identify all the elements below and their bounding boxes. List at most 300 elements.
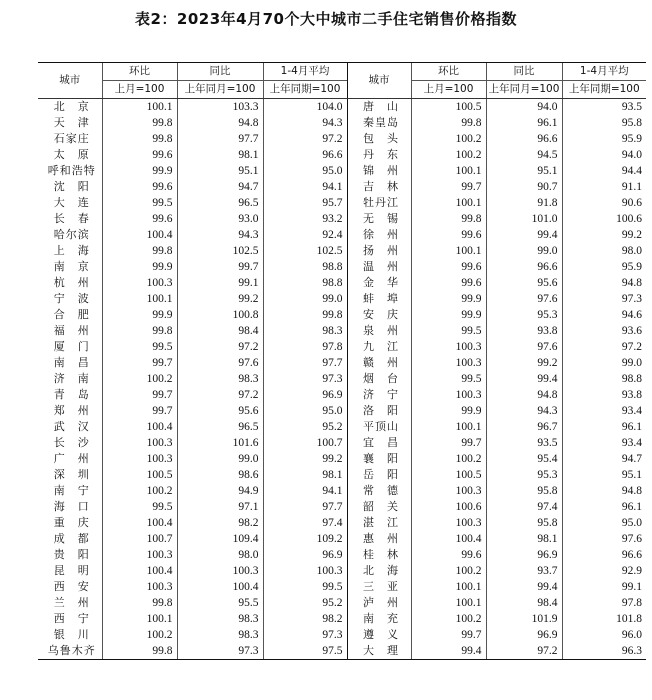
left-city-cell: 长 春 <box>53 212 90 225</box>
left-mom-cell: 99.6 <box>102 211 177 227</box>
left-yoy-cell: 98.2 <box>177 515 263 531</box>
left-mom-cell: 100.2 <box>102 483 177 499</box>
left-yoy-cell: 96.5 <box>177 419 263 435</box>
left-mom-cell: 100.3 <box>102 547 177 563</box>
left-ytd-cell: 96.9 <box>263 547 347 563</box>
right-mom-cell: 99.9 <box>411 291 486 307</box>
header-city-left: 城市 <box>38 63 102 99</box>
right-city-cell: 常 德 <box>347 483 411 499</box>
right-city-cell: 安 庆 <box>347 307 411 323</box>
right-city-cell: 金 华 <box>347 275 411 291</box>
left-yoy-cell: 94.9 <box>177 483 263 499</box>
right-yoy-cell: 96.9 <box>486 627 562 643</box>
right-yoy-cell: 99.4 <box>486 371 562 387</box>
left-mom-cell: 100.4 <box>102 563 177 579</box>
table-row <box>38 627 646 643</box>
right-city-cell: 烟 台 <box>347 371 411 387</box>
right-city-cell: 宜 昌 <box>347 435 411 451</box>
left-city-cell: 太 原 <box>53 148 90 161</box>
right-city-cell: 北 海 <box>347 563 411 579</box>
right-ytd-cell: 94.6 <box>562 307 646 323</box>
left-mom-cell: 99.9 <box>102 163 177 179</box>
right-ytd-cell: 93.4 <box>562 403 646 419</box>
right-city-cell: 湛 江 <box>347 515 411 531</box>
left-ytd-cell: 95.2 <box>263 595 347 611</box>
right-yoy-cell: 90.7 <box>486 179 562 195</box>
left-city-cell: 西 宁 <box>53 612 90 625</box>
right-yoy-cell: 97.6 <box>486 339 562 355</box>
right-ytd-cell: 91.1 <box>562 179 646 195</box>
right-yoy-cell: 96.6 <box>486 131 562 147</box>
right-mom-cell: 99.9 <box>411 307 486 323</box>
left-mom-cell: 100.3 <box>102 451 177 467</box>
right-mom-cell: 100.2 <box>411 611 486 627</box>
right-yoy-cell: 95.4 <box>486 451 562 467</box>
left-mom-cell: 99.6 <box>102 179 177 195</box>
left-ytd-cell: 96.9 <box>263 387 347 403</box>
right-mom-cell: 99.8 <box>411 211 486 227</box>
left-ytd-cell: 97.8 <box>263 339 347 355</box>
right-mom-cell: 100.1 <box>411 195 486 211</box>
left-mom-cell: 99.7 <box>102 387 177 403</box>
left-city-cell: 武 汉 <box>53 420 90 433</box>
left-yoy-cell: 97.7 <box>177 131 263 147</box>
left-ytd-cell: 92.4 <box>263 227 347 243</box>
right-city-cell: 秦皇岛 <box>347 115 411 131</box>
left-ytd-cell: 97.7 <box>263 355 347 371</box>
right-city-cell: 温 州 <box>347 259 411 275</box>
left-mom-cell: 99.9 <box>102 307 177 323</box>
right-ytd-cell: 100.6 <box>562 211 646 227</box>
table-title: 表2：2023年4月70个大中城市二手住宅销售价格指数 <box>135 10 517 28</box>
left-city-cell: 上 海 <box>53 244 90 257</box>
right-ytd-cell: 98.0 <box>562 243 646 259</box>
left-mom-cell: 100.2 <box>102 627 177 643</box>
left-yoy-cell: 98.3 <box>177 627 263 643</box>
right-yoy-cell: 94.5 <box>486 147 562 163</box>
right-ytd-cell: 95.9 <box>562 259 646 275</box>
table-row <box>38 467 646 483</box>
left-ytd-cell: 98.8 <box>263 275 347 291</box>
left-yoy-cell: 97.3 <box>177 643 263 660</box>
right-ytd-cell: 93.8 <box>562 387 646 403</box>
left-city-cell: 广 州 <box>53 452 90 465</box>
table-row <box>38 483 646 499</box>
header-yoy-right: 同比 <box>486 63 562 81</box>
left-yoy-cell: 95.1 <box>177 163 263 179</box>
left-city-cell: 南 宁 <box>53 484 90 497</box>
left-mom-cell: 99.8 <box>102 131 177 147</box>
left-yoy-cell: 96.5 <box>177 195 263 211</box>
right-mom-cell: 100.6 <box>411 499 486 515</box>
right-ytd-cell: 95.1 <box>562 467 646 483</box>
right-yoy-cell: 93.8 <box>486 323 562 339</box>
right-mom-cell: 99.7 <box>411 179 486 195</box>
right-city-cell: 九 江 <box>347 339 411 355</box>
right-yoy-cell: 94.0 <box>486 99 562 116</box>
left-city-cell: 南 昌 <box>53 356 90 369</box>
left-yoy-cell: 97.2 <box>177 339 263 355</box>
right-city-cell: 泉 州 <box>347 323 411 339</box>
table-row <box>38 275 646 291</box>
left-city-cell: 北 京 <box>53 100 90 113</box>
table-row <box>38 499 646 515</box>
table-row <box>38 355 646 371</box>
left-yoy-cell: 99.2 <box>177 291 263 307</box>
table-row <box>38 115 646 131</box>
right-city-cell: 无 锡 <box>347 211 411 227</box>
left-city-cell: 杭 州 <box>53 276 90 289</box>
right-city-cell: 蚌 埠 <box>347 291 411 307</box>
right-mom-cell: 99.6 <box>411 259 486 275</box>
right-yoy-cell: 91.8 <box>486 195 562 211</box>
right-yoy-cell: 98.1 <box>486 531 562 547</box>
left-yoy-cell: 98.4 <box>177 323 263 339</box>
left-city-cell: 贵 阳 <box>53 548 90 561</box>
left-city-cell: 兰 州 <box>53 596 90 609</box>
left-yoy-cell: 95.5 <box>177 595 263 611</box>
table-row <box>38 211 646 227</box>
left-yoy-cell: 102.5 <box>177 243 263 259</box>
left-mom-cell: 100.7 <box>102 531 177 547</box>
right-mom-cell: 100.4 <box>411 531 486 547</box>
right-city-cell: 锦 州 <box>347 163 411 179</box>
left-city-cell: 昆 明 <box>53 564 90 577</box>
left-ytd-cell: 97.7 <box>263 499 347 515</box>
right-yoy-cell: 99.4 <box>486 227 562 243</box>
left-mom-cell: 100.1 <box>102 291 177 307</box>
right-ytd-cell: 90.6 <box>562 195 646 211</box>
table-row <box>38 307 646 323</box>
left-ytd-cell: 95.2 <box>263 419 347 435</box>
right-mom-cell: 100.3 <box>411 339 486 355</box>
right-ytd-cell: 93.6 <box>562 323 646 339</box>
right-mom-cell: 100.3 <box>411 515 486 531</box>
left-yoy-cell: 98.3 <box>177 611 263 627</box>
left-city-cell: 石家庄 <box>53 132 90 145</box>
right-city-cell: 济 宁 <box>347 387 411 403</box>
left-city-cell: 合 肥 <box>53 308 90 321</box>
left-mom-cell: 99.5 <box>102 499 177 515</box>
left-yoy-cell: 98.3 <box>177 371 263 387</box>
left-ytd-cell: 94.1 <box>263 179 347 195</box>
right-ytd-cell: 96.1 <box>562 499 646 515</box>
left-city-cell: 乌鲁木齐 <box>38 643 102 660</box>
left-yoy-cell: 101.6 <box>177 435 263 451</box>
right-yoy-cell: 97.4 <box>486 499 562 515</box>
left-ytd-cell: 94.1 <box>263 483 347 499</box>
right-ytd-cell: 99.2 <box>562 227 646 243</box>
right-mom-cell: 100.1 <box>411 595 486 611</box>
left-mom-cell: 99.8 <box>102 643 177 660</box>
header-mom-base-right: 上月=100 <box>411 81 486 99</box>
left-mom-cell: 100.2 <box>102 371 177 387</box>
left-city-cell: 大 连 <box>53 196 90 209</box>
table-body <box>38 99 646 660</box>
left-ytd-cell: 100.3 <box>263 563 347 579</box>
right-ytd-cell: 99.0 <box>562 355 646 371</box>
right-mom-cell: 100.1 <box>411 163 486 179</box>
right-mom-cell: 100.1 <box>411 419 486 435</box>
right-yoy-cell: 96.9 <box>486 547 562 563</box>
left-city-cell: 海 口 <box>53 500 90 513</box>
right-yoy-cell: 95.3 <box>486 307 562 323</box>
table-row <box>38 387 646 403</box>
left-yoy-cell: 98.6 <box>177 467 263 483</box>
left-ytd-cell: 97.4 <box>263 515 347 531</box>
right-mom-cell: 99.7 <box>411 627 486 643</box>
left-city-cell: 深 圳 <box>53 468 90 481</box>
right-ytd-cell: 97.2 <box>562 339 646 355</box>
left-city-cell: 宁 波 <box>53 292 90 305</box>
right-ytd-cell: 96.3 <box>562 643 646 660</box>
right-mom-cell: 100.2 <box>411 131 486 147</box>
table-row <box>38 163 646 179</box>
left-mom-cell: 99.8 <box>102 595 177 611</box>
right-ytd-cell: 101.8 <box>562 611 646 627</box>
right-yoy-cell: 95.1 <box>486 163 562 179</box>
right-ytd-cell: 95.9 <box>562 131 646 147</box>
left-yoy-cell: 95.6 <box>177 403 263 419</box>
left-yoy-cell: 94.7 <box>177 179 263 195</box>
left-city-cell: 青 岛 <box>53 388 90 401</box>
table-row <box>38 195 646 211</box>
left-ytd-cell: 99.5 <box>263 579 347 595</box>
left-mom-cell: 99.9 <box>102 259 177 275</box>
left-city-cell: 成 都 <box>53 532 90 545</box>
right-ytd-cell: 94.8 <box>562 483 646 499</box>
right-city-cell: 大 理 <box>347 643 411 660</box>
left-mom-cell: 99.8 <box>102 243 177 259</box>
right-ytd-cell: 99.1 <box>562 579 646 595</box>
left-city-cell: 银 川 <box>53 628 90 641</box>
left-ytd-cell: 95.7 <box>263 195 347 211</box>
right-ytd-cell: 93.4 <box>562 435 646 451</box>
left-yoy-cell: 100.8 <box>177 307 263 323</box>
left-yoy-cell: 93.0 <box>177 211 263 227</box>
right-mom-cell: 99.8 <box>411 115 486 131</box>
right-mom-cell: 99.9 <box>411 403 486 419</box>
table-row <box>38 131 646 147</box>
table-row <box>38 179 646 195</box>
table-row <box>38 611 646 627</box>
left-yoy-cell: 97.6 <box>177 355 263 371</box>
right-mom-cell: 100.3 <box>411 483 486 499</box>
left-city-cell: 南 京 <box>53 260 90 273</box>
right-mom-cell: 99.5 <box>411 323 486 339</box>
right-yoy-cell: 101.9 <box>486 611 562 627</box>
left-city-cell: 天 津 <box>53 116 90 129</box>
left-yoy-cell: 100.4 <box>177 579 263 595</box>
right-ytd-cell: 92.9 <box>562 563 646 579</box>
right-mom-cell: 99.7 <box>411 435 486 451</box>
header-yoy-base-left: 上年同月=100 <box>177 81 263 99</box>
left-ytd-cell: 97.2 <box>263 131 347 147</box>
header-city-right: 城市 <box>347 63 411 99</box>
left-yoy-cell: 100.3 <box>177 563 263 579</box>
right-yoy-cell: 95.8 <box>486 515 562 531</box>
left-mom-cell: 99.5 <box>102 195 177 211</box>
right-mom-cell: 99.6 <box>411 547 486 563</box>
left-mom-cell: 100.3 <box>102 435 177 451</box>
right-city-cell: 韶 关 <box>347 499 411 515</box>
right-mom-cell: 99.5 <box>411 371 486 387</box>
table-row <box>38 403 646 419</box>
table-row <box>38 579 646 595</box>
header-ytd-right: 1-4月平均 <box>562 63 646 81</box>
left-ytd-cell: 98.8 <box>263 259 347 275</box>
header-mom-right: 环比 <box>411 63 486 81</box>
left-city-cell: 西 安 <box>53 580 90 593</box>
right-city-cell: 徐 州 <box>347 227 411 243</box>
header-yoy-left: 同比 <box>177 63 263 81</box>
header-mom-left: 环比 <box>102 63 177 81</box>
right-yoy-cell: 95.6 <box>486 275 562 291</box>
right-mom-cell: 100.5 <box>411 99 486 116</box>
left-mom-cell: 100.4 <box>102 515 177 531</box>
left-mom-cell: 100.3 <box>102 275 177 291</box>
right-yoy-cell: 98.4 <box>486 595 562 611</box>
left-mom-cell: 100.4 <box>102 227 177 243</box>
right-city-cell: 唐 山 <box>347 99 411 116</box>
left-mom-cell: 99.5 <box>102 339 177 355</box>
left-ytd-cell: 98.3 <box>263 323 347 339</box>
left-yoy-cell: 99.7 <box>177 259 263 275</box>
table-row <box>38 563 646 579</box>
right-ytd-cell: 97.3 <box>562 291 646 307</box>
price-index-table <box>38 62 646 660</box>
left-mom-cell: 100.4 <box>102 419 177 435</box>
right-mom-cell: 100.1 <box>411 243 486 259</box>
table-row <box>38 323 646 339</box>
left-city-cell: 重 庆 <box>53 516 90 529</box>
left-mom-cell: 100.1 <box>102 611 177 627</box>
left-yoy-cell: 98.0 <box>177 547 263 563</box>
left-ytd-cell: 100.7 <box>263 435 347 451</box>
right-yoy-cell: 94.3 <box>486 403 562 419</box>
right-mom-cell: 100.5 <box>411 467 486 483</box>
right-yoy-cell: 99.0 <box>486 243 562 259</box>
left-city-cell: 长 沙 <box>53 436 90 449</box>
left-ytd-cell: 95.0 <box>263 163 347 179</box>
right-yoy-cell: 93.5 <box>486 435 562 451</box>
left-ytd-cell: 95.0 <box>263 403 347 419</box>
header-ytd-left: 1-4月平均 <box>263 63 347 81</box>
right-yoy-cell: 96.6 <box>486 259 562 275</box>
left-ytd-cell: 94.3 <box>263 115 347 131</box>
left-city-cell: 沈 阳 <box>53 180 90 193</box>
right-city-cell: 桂 林 <box>347 547 411 563</box>
left-city-cell: 郑 州 <box>53 404 90 417</box>
right-mom-cell: 100.2 <box>411 451 486 467</box>
right-yoy-cell: 93.7 <box>486 563 562 579</box>
table-row <box>38 371 646 387</box>
table-row <box>38 451 646 467</box>
header-ytd-base-left: 上年同期=100 <box>263 81 347 99</box>
left-ytd-cell: 97.3 <box>263 371 347 387</box>
left-yoy-cell: 94.8 <box>177 115 263 131</box>
right-yoy-cell: 99.2 <box>486 355 562 371</box>
table-row <box>38 227 646 243</box>
left-yoy-cell: 97.2 <box>177 387 263 403</box>
left-ytd-cell: 104.0 <box>263 99 347 116</box>
left-city-cell: 呼和浩特 <box>47 164 96 177</box>
right-mom-cell: 100.2 <box>411 563 486 579</box>
right-yoy-cell: 95.8 <box>486 483 562 499</box>
right-ytd-cell: 94.7 <box>562 451 646 467</box>
left-yoy-cell: 94.3 <box>177 227 263 243</box>
left-mom-cell: 99.6 <box>102 147 177 163</box>
table-row <box>38 547 646 563</box>
header-ytd-base-right: 上年同期=100 <box>562 81 646 99</box>
right-ytd-cell: 97.8 <box>562 595 646 611</box>
left-ytd-cell: 97.3 <box>263 627 347 643</box>
right-city-cell: 扬 州 <box>347 243 411 259</box>
header-yoy-base-right: 上年同月=100 <box>486 81 562 99</box>
table-row <box>38 595 646 611</box>
header-mom-base-left: 上月=100 <box>102 81 177 99</box>
right-ytd-cell: 96.1 <box>562 419 646 435</box>
right-city-cell: 平顶山 <box>347 419 411 435</box>
left-mom-cell: 99.8 <box>102 115 177 131</box>
right-ytd-cell: 95.0 <box>562 515 646 531</box>
right-yoy-cell: 97.2 <box>486 643 562 660</box>
left-mom-cell: 99.7 <box>102 403 177 419</box>
right-city-cell: 吉 林 <box>347 179 411 195</box>
left-mom-cell: 99.8 <box>102 323 177 339</box>
left-yoy-cell: 97.1 <box>177 499 263 515</box>
right-ytd-cell: 94.8 <box>562 275 646 291</box>
right-ytd-cell: 97.6 <box>562 531 646 547</box>
left-yoy-cell: 109.4 <box>177 531 263 547</box>
right-city-cell: 包 头 <box>347 131 411 147</box>
right-yoy-cell: 101.0 <box>486 211 562 227</box>
right-yoy-cell: 99.4 <box>486 579 562 595</box>
left-ytd-cell: 99.8 <box>263 307 347 323</box>
left-yoy-cell: 103.3 <box>177 99 263 116</box>
right-ytd-cell: 93.5 <box>562 99 646 116</box>
left-mom-cell: 100.5 <box>102 467 177 483</box>
left-yoy-cell: 98.1 <box>177 147 263 163</box>
left-city-cell: 福 州 <box>53 324 90 337</box>
right-city-cell: 惠 州 <box>347 531 411 547</box>
right-city-cell: 牡丹江 <box>347 195 411 211</box>
right-mom-cell: 100.3 <box>411 387 486 403</box>
right-mom-cell: 99.4 <box>411 643 486 660</box>
left-ytd-cell: 99.0 <box>263 291 347 307</box>
left-yoy-cell: 99.0 <box>177 451 263 467</box>
left-city-cell: 哈尔滨 <box>53 228 90 241</box>
right-city-cell: 丹 东 <box>347 147 411 163</box>
right-yoy-cell: 96.1 <box>486 115 562 131</box>
left-ytd-cell: 96.6 <box>263 147 347 163</box>
table-row <box>38 515 646 531</box>
table-row <box>38 99 646 116</box>
right-yoy-cell: 97.6 <box>486 291 562 307</box>
right-ytd-cell: 98.8 <box>562 371 646 387</box>
right-city-cell: 岳 阳 <box>347 467 411 483</box>
left-city-cell: 济 南 <box>53 372 90 385</box>
right-city-cell: 遵 义 <box>347 627 411 643</box>
right-ytd-cell: 94.0 <box>562 147 646 163</box>
left-yoy-cell: 99.1 <box>177 275 263 291</box>
right-yoy-cell: 95.3 <box>486 467 562 483</box>
right-city-cell: 泸 州 <box>347 595 411 611</box>
right-mom-cell: 99.6 <box>411 275 486 291</box>
table-row <box>38 243 646 259</box>
left-ytd-cell: 102.5 <box>263 243 347 259</box>
left-mom-cell: 100.1 <box>102 99 177 116</box>
